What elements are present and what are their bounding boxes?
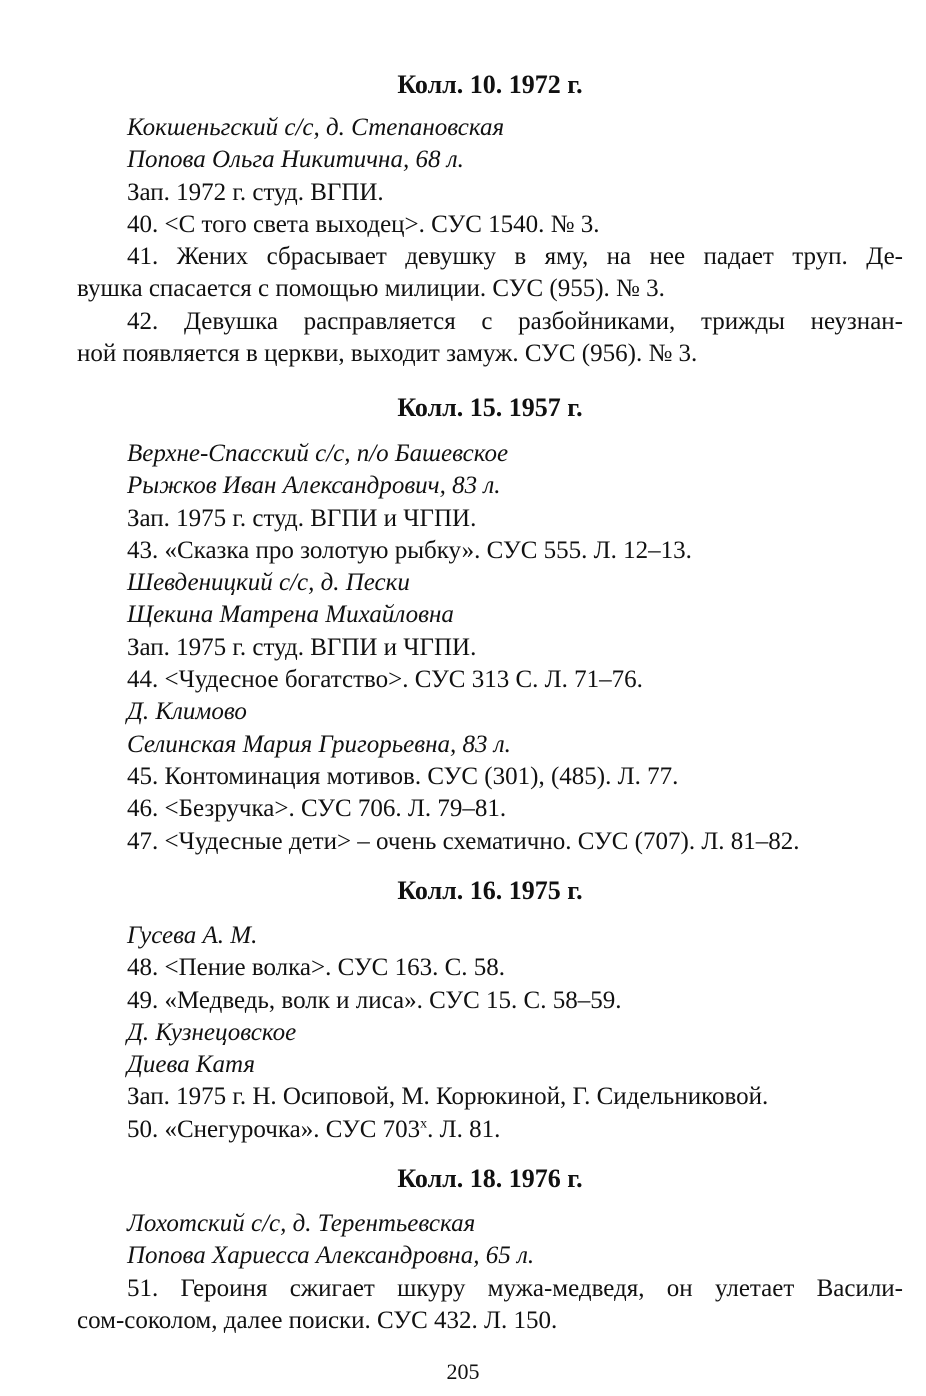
section bbox=[77, 66, 903, 370]
text-line: Зап. 1975 г. Н. Осиповой, М. Корюкиной, Г. Сидельниковой. bbox=[127, 1083, 769, 1111]
text-line: Д. Климово bbox=[127, 698, 247, 726]
text-line: 43. «Сказка про золотую рыбку». СУС 555. Л. 12–13. bbox=[127, 536, 692, 564]
text-line: 47. <Чудесные дети> – очень схематично. СУС (707). Л. 81–82. bbox=[127, 827, 800, 855]
text-line: Д. Кузнецовское bbox=[127, 1018, 297, 1046]
text-line: Зап. 1972 г. студ. ВГПИ. bbox=[127, 178, 384, 206]
text-line: ной появляется в церкви, выходит замуж. СУС (956). № 3. bbox=[77, 340, 698, 368]
text-line: Попова Хариесса Александровна, 65 л. bbox=[127, 1242, 535, 1270]
text-line: 44. <Чудесное богатство>. СУС 313 С. Л. 71–76. bbox=[127, 666, 643, 694]
text-line: Диева Катя bbox=[127, 1051, 256, 1079]
text-line: Рыжков Иван Александрович, 83 л. bbox=[127, 472, 501, 500]
text-line: 49. «Медведь, волк и лиса». СУС 15. С. 58–59. bbox=[127, 986, 622, 1014]
text-line: 46. <Безручка>. СУС 706. Л. 79–81. bbox=[127, 795, 507, 823]
section-heading: Колл. 10. 1972 г. bbox=[397, 70, 583, 99]
text-line: 40. <С того света выходец>. СУС 1540. № 3. bbox=[127, 210, 600, 238]
text-line: Селинская Мария Григорьевна, 83 л. bbox=[127, 730, 511, 758]
text-line: 42. Девушка расправляется с разбойниками, трижды неузнан- bbox=[127, 307, 903, 335]
text-line: Кокшеньгский с/с, д. Степановская bbox=[127, 114, 505, 141]
text-line: вушка спасается с помощью милиции. СУС (955). № 3. bbox=[77, 275, 665, 303]
text-line: Лохотский с/с, д. Терентьевская bbox=[127, 1210, 476, 1237]
text-line: 48. <Пение волка>. СУС 163. С. 58. bbox=[127, 954, 505, 982]
section bbox=[77, 389, 903, 858]
text-line: Шевденицкий с/с, д. Пески bbox=[127, 569, 410, 597]
section-heading: Колл. 16. 1975 г. bbox=[397, 876, 583, 905]
text-line: Зап. 1975 г. студ. ВГПИ и ЧГПИ. bbox=[127, 504, 477, 532]
text-line bbox=[77, 1114, 903, 1146]
text-line: Зап. 1975 г. студ. ВГПИ и ЧГПИ. bbox=[127, 633, 477, 661]
text-line: сом-соколом, далее поиски. СУС 432. Л. 150. bbox=[77, 1306, 558, 1334]
section-heading: Колл. 18. 1976 г. bbox=[397, 1164, 583, 1193]
section bbox=[77, 872, 903, 1146]
text-line: Гусева А. М. bbox=[127, 922, 258, 949]
page-number: 205 bbox=[446, 1359, 480, 1384]
section bbox=[77, 1160, 903, 1337]
text-line: 45. Контоминация мотивов. СУС (301), (485). Л. 77. bbox=[127, 762, 679, 790]
text-line: Верхне-Спасский с/с, п/о Башевское bbox=[127, 440, 509, 467]
text-line-tail: . Л. 81. bbox=[427, 1115, 501, 1143]
text-line-main: 50. «Снегурочка». СУС 703 bbox=[127, 1115, 421, 1143]
text-line: 41. Жених сбрасывает девушку в яму, на нее падает труп. Де- bbox=[127, 243, 903, 271]
superscript: x bbox=[420, 1116, 428, 1132]
text-line: Щекина Матрена Михайловна bbox=[127, 601, 454, 629]
section-heading: Колл. 15. 1957 г. bbox=[397, 393, 583, 422]
text-line: Попова Ольга Никитична, 68 л. bbox=[127, 146, 464, 174]
text-line: 51. Героиня сжигает шкуру мужа-медведя, он улетает Васили- bbox=[127, 1274, 903, 1302]
